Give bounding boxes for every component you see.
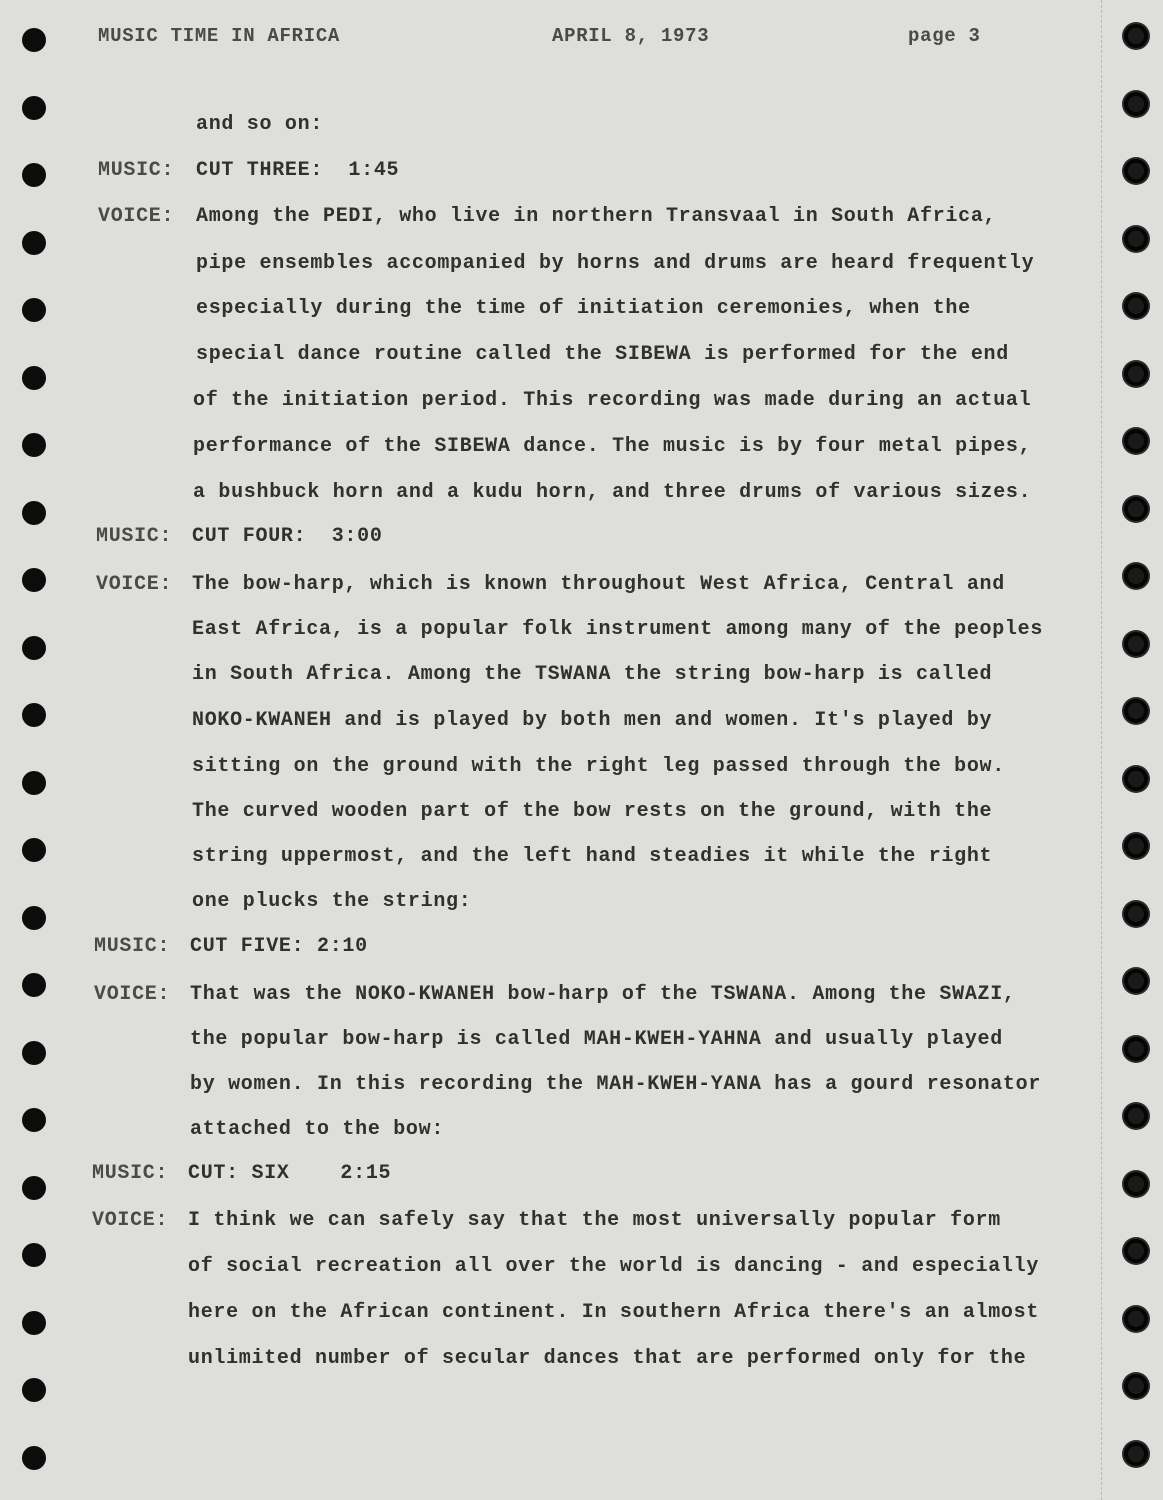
script-line: especially during the time of initiation ceremonies, when the bbox=[196, 297, 971, 320]
feed-hole bbox=[1122, 967, 1150, 995]
script-line: NOKO-KWANEH and is played by both men and women. It's played by bbox=[192, 709, 993, 732]
script-line: in South Africa. Among the TSWANA the string bow-harp is called bbox=[192, 663, 993, 686]
feed-hole bbox=[22, 703, 46, 727]
music-cue: CUT: SIX 2:15 bbox=[188, 1162, 392, 1185]
feed-hole bbox=[22, 1041, 46, 1065]
feed-hole bbox=[22, 568, 46, 592]
script-line: of the initiation period. This recording was made during an actual bbox=[193, 389, 1032, 412]
feed-hole bbox=[22, 298, 46, 322]
music-cue: CUT FIVE: 2:10 bbox=[190, 935, 368, 958]
feed-hole bbox=[22, 1176, 46, 1200]
feed-hole bbox=[1122, 697, 1150, 725]
feed-hole bbox=[1122, 427, 1150, 455]
script-line: I think we can safely say that the most universally popular form bbox=[188, 1209, 1001, 1232]
feed-hole bbox=[22, 1311, 46, 1335]
feed-hole bbox=[1122, 1237, 1150, 1265]
feed-hole bbox=[22, 906, 46, 930]
feed-hole bbox=[1122, 90, 1150, 118]
feed-hole bbox=[22, 636, 46, 660]
script-line: Among the PEDI, who live in northern Transvaal in South Africa, bbox=[196, 205, 997, 228]
script-line: by women. In this recording the MAH-KWEH-YANA has a gourd resonator bbox=[190, 1073, 1042, 1096]
feed-hole bbox=[22, 366, 46, 390]
script-line: performance of the SIBEWA dance. The music is by four metal pipes, bbox=[193, 435, 1032, 458]
voice-cue-label: VOICE: bbox=[94, 983, 171, 1006]
feed-hole bbox=[1122, 22, 1150, 50]
feed-hole bbox=[1122, 495, 1150, 523]
feed-hole bbox=[22, 1243, 46, 1267]
script-line: sitting on the ground with the right leg passed through the bow. bbox=[192, 755, 1005, 778]
voice-cue-label: VOICE: bbox=[98, 205, 175, 228]
feed-hole bbox=[22, 838, 46, 862]
feed-hole bbox=[22, 973, 46, 997]
feed-hole bbox=[1122, 225, 1150, 253]
script-line: the popular bow-harp is called MAH-KWEH-YAHNA and usually played bbox=[190, 1028, 1003, 1051]
feed-hole bbox=[22, 28, 46, 52]
script-line: of social recreation all over the world is dancing - and especially bbox=[188, 1255, 1040, 1278]
feed-hole bbox=[1122, 1170, 1150, 1198]
script-line: That was the NOKO-KWANEH bow-harp of the TSWANA. Among the SWAZI, bbox=[190, 983, 1016, 1006]
page-number: page 3 bbox=[908, 25, 981, 47]
feed-hole bbox=[1122, 292, 1150, 320]
script-line: here on the African continent. In southern Africa there's an almost bbox=[188, 1301, 1040, 1324]
script-line: unlimited number of secular dances that are performed only for the bbox=[188, 1347, 1027, 1370]
script-line: The curved wooden part of the bow rests on the ground, with the bbox=[192, 800, 993, 823]
feed-hole bbox=[22, 771, 46, 795]
script-line: string uppermost, and the left hand steadies it while the right bbox=[192, 845, 993, 868]
music-cue-label: MUSIC: bbox=[92, 1162, 169, 1185]
music-cue-label: MUSIC: bbox=[98, 159, 175, 182]
feed-hole bbox=[1122, 832, 1150, 860]
script-line: special dance routine called the SIBEWA is performed for the end bbox=[196, 343, 1009, 366]
script-line: attached to the bow: bbox=[190, 1118, 445, 1141]
script-line: and so on: bbox=[196, 113, 324, 136]
script-line: pipe ensembles accompanied by horns and drums are heard frequently bbox=[196, 252, 1035, 275]
feed-hole bbox=[1122, 765, 1150, 793]
music-cue: CUT FOUR: 3:00 bbox=[192, 525, 383, 548]
broadcast-date: APRIL 8, 1973 bbox=[552, 25, 710, 47]
script-line: East Africa, is a popular folk instrument among many of the peoples bbox=[192, 618, 1044, 641]
feed-hole bbox=[22, 501, 46, 525]
feed-hole bbox=[1122, 900, 1150, 928]
script-line: one plucks the string: bbox=[192, 890, 472, 913]
feed-hole bbox=[22, 96, 46, 120]
feed-hole bbox=[22, 433, 46, 457]
feed-hole bbox=[22, 163, 46, 187]
feed-hole bbox=[22, 1378, 46, 1402]
script-line: a bushbuck horn and a kudu horn, and three drums of various sizes. bbox=[193, 481, 1032, 504]
voice-cue-label: VOICE: bbox=[92, 1209, 169, 1232]
feed-hole bbox=[1122, 1035, 1150, 1063]
feed-hole bbox=[1122, 360, 1150, 388]
feed-hole bbox=[1122, 1372, 1150, 1400]
feed-hole bbox=[1122, 1440, 1150, 1468]
program-title: MUSIC TIME IN AFRICA bbox=[98, 25, 341, 47]
voice-cue-label: VOICE: bbox=[96, 573, 173, 596]
feed-hole bbox=[22, 1108, 46, 1132]
feed-hole bbox=[22, 1446, 46, 1470]
music-cue-label: MUSIC: bbox=[96, 525, 173, 548]
feed-hole bbox=[22, 231, 46, 255]
feed-hole bbox=[1122, 1102, 1150, 1130]
music-cue-label: MUSIC: bbox=[94, 935, 171, 958]
perforation-line bbox=[1101, 0, 1102, 1500]
feed-hole bbox=[1122, 562, 1150, 590]
feed-hole bbox=[1122, 157, 1150, 185]
script-line: The bow-harp, which is known throughout West Africa, Central and bbox=[192, 573, 1005, 596]
feed-hole bbox=[1122, 1305, 1150, 1333]
music-cue: CUT THREE: 1:45 bbox=[196, 159, 400, 182]
feed-hole bbox=[1122, 630, 1150, 658]
